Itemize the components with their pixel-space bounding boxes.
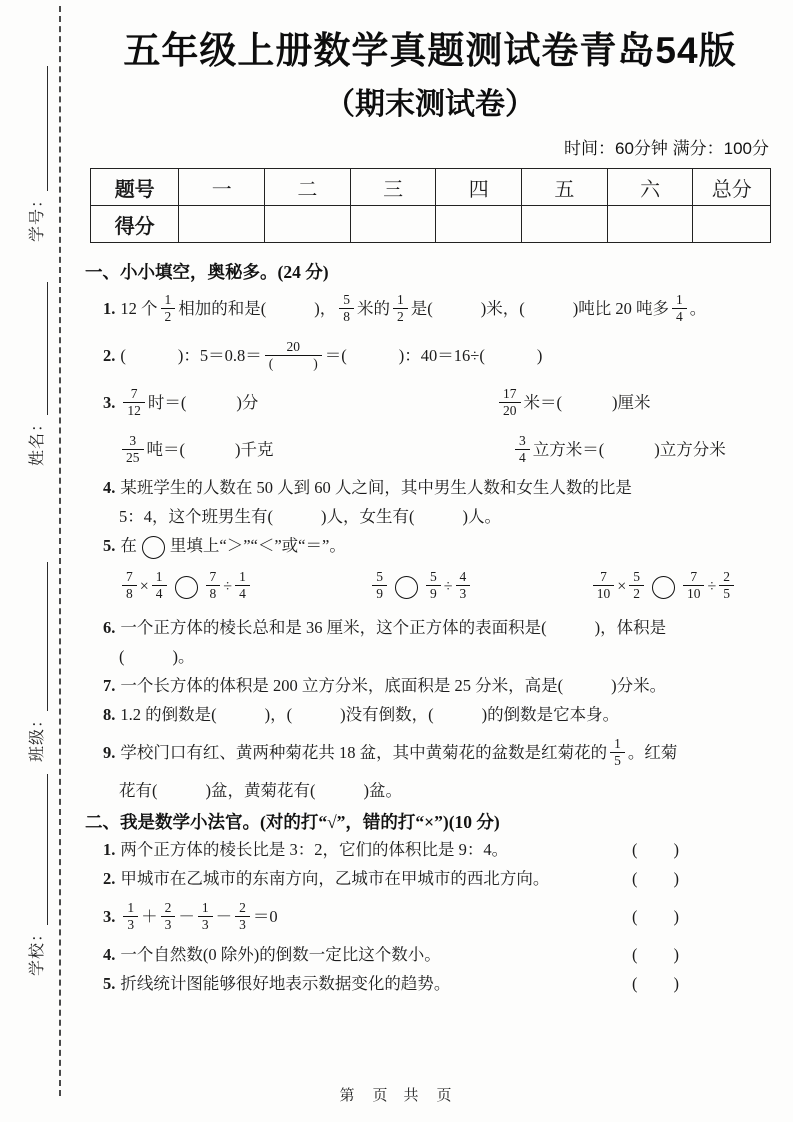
comparison-circle: [142, 536, 165, 559]
true-false-question: [103, 969, 632, 998]
text-run: 米＝: [523, 393, 557, 412]
fraction-denominator: 9: [376, 586, 383, 602]
question-line: [85, 700, 775, 729]
fraction: [152, 569, 167, 602]
comparison-group: [119, 563, 253, 610]
paper-title: 五年级上册数学真题测试卷青岛54版: [123, 30, 737, 71]
fraction-numerator: 1: [161, 292, 176, 309]
fraction-denominator: 4: [519, 450, 526, 466]
question-right-column: [512, 426, 726, 473]
question-number: 7.: [103, 676, 116, 695]
question-left-column: [103, 379, 496, 426]
student-name-field: [22, 282, 48, 466]
fraction: [499, 386, 521, 419]
score-cell: [179, 206, 265, 243]
text-run: 人。: [468, 507, 501, 526]
fraction-numerator: 1: [152, 569, 167, 586]
text-run: 分: [241, 393, 259, 412]
true-false-question: [103, 940, 632, 969]
text-run: ：40＝16÷: [404, 346, 480, 365]
fraction: [235, 900, 250, 933]
true-false-question: [103, 835, 632, 864]
answer-blank: ( ): [557, 676, 617, 695]
true-false-row: [85, 893, 775, 940]
score-cell: [436, 206, 522, 243]
answer-blank: ( ): [479, 346, 543, 365]
question-line: [85, 285, 775, 332]
true-false-row: [85, 864, 775, 893]
text-run: ：5＝0.8＝: [183, 346, 262, 365]
question-line: [85, 426, 775, 473]
header-cell: 题号: [91, 169, 179, 206]
fraction-numerator: 1: [393, 292, 408, 309]
text-run: 学校门口有红、黄两种菊花共 18 盆，其中黄菊花的盆数是红菊花的: [120, 743, 608, 762]
fraction-denominator: 3: [239, 917, 246, 933]
score-cell: [522, 206, 608, 243]
fraction-denominator: 3: [201, 917, 209, 933]
student-name-label: 姓名：: [29, 414, 46, 466]
score-cell: [265, 206, 351, 243]
header-cell: 三: [350, 169, 436, 206]
answer-blank: ( ): [152, 781, 211, 800]
time-score-info: 时间：60分钟 满分：100分: [564, 139, 769, 158]
text-run: 。红菊: [627, 743, 678, 762]
text-run: 两个正方体的棱长比是 3：2，它们的体积比是 9：4。: [120, 840, 509, 859]
question-line: [85, 531, 775, 560]
true-false-answer-blank: [632, 969, 679, 998]
question-number: 5.: [103, 536, 116, 555]
text-run: 12 个: [120, 299, 158, 318]
fraction: [393, 292, 408, 325]
text-run: 页: [372, 1088, 390, 1104]
fraction: [456, 569, 471, 602]
fraction-numerator: 7: [206, 569, 221, 586]
text-run: 的倒数是它本身。: [487, 705, 620, 724]
fraction-denominator: 2: [397, 309, 404, 325]
fraction-numerator: 7: [123, 386, 145, 403]
text-run: 人，女生有: [326, 507, 409, 526]
fraction-denominator: 3: [459, 586, 467, 602]
comparison-expression-line: [85, 560, 775, 613]
true-false-row: [85, 835, 775, 864]
section2-heading: 二、我是数学小法官。(对的打“√”，错的打“×”)(10 分): [85, 812, 500, 832]
fraction-numerator: 7: [122, 569, 137, 586]
text-run: ÷: [707, 578, 717, 595]
answer-blank: ( ): [179, 440, 241, 459]
fraction-numerator: 7: [683, 569, 705, 586]
text-run: 千克: [240, 440, 274, 459]
fraction-denominator: 2: [164, 309, 172, 325]
answer-blank: ( ): [632, 840, 679, 859]
fraction-numerator: 7: [593, 569, 615, 586]
section1-questions: [85, 285, 775, 805]
question-line: [85, 613, 775, 642]
text-run: 在: [120, 536, 137, 555]
question-right-column: [496, 379, 651, 426]
question-line: [85, 379, 775, 426]
fraction: [206, 569, 221, 602]
fraction-denominator-blank: ( ): [268, 356, 318, 372]
fraction-numerator: 2: [235, 900, 250, 917]
answer-blank: ( ): [632, 907, 679, 926]
fraction: [161, 900, 176, 933]
question-number: 2.: [103, 346, 116, 365]
question-line: [85, 473, 775, 502]
question-number: 2.: [103, 869, 116, 888]
fraction: [426, 569, 441, 602]
question-number: 4.: [103, 945, 116, 964]
student-id-writing-line: [31, 66, 48, 191]
fraction: [198, 900, 213, 933]
text-run: 厘米: [617, 393, 651, 412]
fraction-numerator: 3: [122, 433, 144, 450]
answer-blank: ( ): [632, 869, 679, 888]
answer-blank: ( ): [598, 440, 660, 459]
text-run: 花有: [119, 781, 152, 800]
answer-blank: ( ): [632, 974, 679, 993]
fraction-denominator: 4: [155, 586, 163, 602]
text-run: ，体积是: [600, 618, 667, 637]
question-number: 3.: [103, 393, 116, 412]
score-cell: [350, 206, 436, 243]
text-run: 1.2 的倒数是: [120, 705, 212, 724]
text-run: 一个长方体的体积是 200 立方分米，底面积是 25 分米，高是: [120, 676, 558, 695]
question-number: 8.: [103, 705, 116, 724]
answer-blank: ( ): [211, 705, 271, 724]
fraction-denominator: 8: [126, 586, 133, 602]
true-false-row: [85, 940, 775, 969]
text-run: ，: [270, 705, 287, 724]
fraction-numerator: 2: [161, 900, 176, 917]
fraction-denominator: 8: [209, 586, 217, 602]
text-run: 里填上“＞”“＜”或“＝”。: [169, 536, 346, 555]
answer-blank: ( ): [267, 507, 327, 526]
answer-blank: ( ): [428, 705, 488, 724]
true-false-answer-blank: [632, 893, 679, 940]
fraction-numerator: 5: [426, 569, 441, 586]
page-footer: [0, 1084, 793, 1105]
question-line: [85, 729, 775, 776]
text-run: －: [178, 907, 195, 926]
question-line: [85, 776, 775, 805]
fraction-denominator: 8: [343, 309, 350, 325]
answer-blank: ( ): [632, 945, 679, 964]
fraction-numerator: 1: [235, 569, 250, 586]
question-number: 6.: [103, 618, 116, 637]
true-false-answer-blank: [632, 940, 679, 969]
text-run: ×: [617, 578, 627, 595]
text-run: 共: [403, 1088, 421, 1104]
fraction-numerator: 17: [499, 386, 521, 403]
text-run: 吨比 20 吨多: [578, 299, 669, 318]
question-line: [85, 642, 775, 671]
answer-blank: ( ): [556, 393, 618, 412]
fraction: [593, 569, 615, 602]
text-run: 一个正方体的棱长总和是 36 厘米，这个正方体的表面积是: [120, 618, 542, 637]
answer-blank: ( ): [310, 781, 369, 800]
score-row-label: 得分: [91, 206, 179, 243]
paper-content: [85, 0, 775, 998]
fraction: [372, 569, 387, 602]
answer-blank: ( ): [541, 618, 601, 637]
answer-blank: ( ): [427, 299, 487, 318]
fraction-numerator: 1: [672, 292, 687, 309]
text-run: 盆。: [369, 781, 402, 800]
answer-blank: ( ): [341, 346, 405, 365]
question-number: 5.: [103, 974, 116, 993]
fraction: [123, 900, 138, 933]
paper-subtitle: （期末测试卷）: [325, 88, 535, 121]
fraction-numerator: 1: [198, 900, 213, 917]
true-false-row: [85, 969, 775, 998]
fraction-denominator: 20: [503, 403, 517, 419]
text-run: ＝: [324, 346, 342, 365]
fraction: [719, 569, 734, 602]
text-run: ÷: [223, 578, 233, 595]
answer-blank: ( ): [286, 705, 346, 724]
question-line: [85, 502, 775, 531]
true-false-question: [103, 864, 632, 893]
fraction: [123, 386, 145, 419]
text-run: ＋: [141, 907, 158, 926]
fraction-denominator: 12: [127, 403, 141, 419]
text-run: 页: [436, 1088, 454, 1104]
section1-heading: 一、小小填空，奥秘多。(24 分): [85, 262, 329, 282]
text-run: 第: [339, 1088, 357, 1104]
text-run: 分米。: [616, 676, 667, 695]
fraction-denominator: 4: [239, 586, 246, 602]
text-run: 一个自然数(0 除外)的倒数一定比这个数小。: [120, 945, 441, 964]
answer-blank: ( ): [260, 299, 320, 318]
fraction-numerator: 2: [719, 569, 734, 586]
text-run: 米，: [486, 299, 520, 318]
student-id-label: 学号：: [29, 190, 46, 242]
fraction-denominator: 4: [676, 309, 683, 325]
fraction-denominator: 10: [686, 586, 701, 602]
header-cell: 一: [179, 169, 265, 206]
student-name-writing-line: [31, 282, 48, 415]
comparison-circle: [395, 576, 418, 599]
fraction-numerator: 5: [372, 569, 387, 586]
comparison-circle: [175, 576, 198, 599]
header-cell: 四: [436, 169, 522, 206]
score-cell: [607, 206, 693, 243]
fraction-denominator: 3: [127, 917, 135, 933]
question-number: 1.: [103, 840, 116, 859]
fraction: [122, 569, 137, 602]
fraction: [610, 736, 625, 769]
score-row: [91, 206, 771, 243]
fraction-denominator: 3: [164, 917, 172, 933]
true-false-question: [103, 893, 632, 940]
answer-blank: ( ): [119, 647, 178, 666]
header-cell: 五: [522, 169, 608, 206]
fraction: [235, 569, 250, 602]
comparison-circle: [652, 576, 675, 599]
question-number: 4.: [103, 478, 116, 497]
text-run: 没有倒数，: [345, 705, 429, 724]
text-run: 立方米＝: [532, 440, 599, 459]
score-table: [90, 168, 771, 243]
class-field: [22, 562, 48, 762]
fraction-numerator: 20: [265, 339, 322, 356]
text-run: ，: [319, 299, 337, 318]
answer-blank: ( ): [120, 346, 184, 365]
school-field: [22, 774, 48, 976]
fraction-denominator: 25: [126, 450, 140, 466]
text-run: 盆，黄菊花有: [211, 781, 310, 800]
fraction: [122, 433, 144, 466]
student-id-field: [22, 66, 48, 242]
text-run: 5：4，这个班男生有: [119, 507, 268, 526]
header-cell: 二: [265, 169, 351, 206]
fraction-numerator: 4: [456, 569, 471, 586]
text-run: 吨＝: [146, 440, 180, 459]
question-line: [85, 671, 775, 700]
true-false-answer-blank: [632, 835, 679, 864]
school-label: 学校：: [29, 924, 46, 976]
question-line: [85, 332, 775, 379]
text-run: 某班学生的人数在 50 人到 60 人之间，其中男生人数和女生人数的比是: [120, 478, 632, 497]
comparison-group: [590, 563, 737, 610]
true-false-answer-blank: [632, 864, 679, 893]
question-number: 3.: [103, 907, 116, 926]
text-run: 立方分米: [659, 440, 726, 459]
fraction-with-blank: [265, 339, 322, 372]
question-left-column: [119, 426, 512, 473]
text-run: －: [215, 907, 233, 926]
fraction: [683, 569, 705, 602]
text-run: 。: [178, 647, 195, 666]
fraction: [339, 292, 354, 325]
page-number-line: [339, 1088, 453, 1104]
header-cell: 总分: [693, 169, 771, 206]
fraction: [672, 292, 687, 325]
fraction-numerator: 1: [123, 900, 138, 917]
fraction-denominator: 5: [614, 753, 621, 769]
fraction-numerator: 5: [629, 569, 644, 586]
text-run: 。: [689, 299, 707, 318]
score-cell: [693, 206, 771, 243]
text-run: 甲城市在乙城市的东南方向，乙城市在甲城市的西北方向。: [120, 869, 550, 888]
comparison-group: [369, 563, 473, 610]
text-run: 折线统计图能够很好地表示数据变化的趋势。: [120, 974, 451, 993]
fraction-denominator: 5: [723, 586, 730, 602]
fraction-denominator: 9: [429, 586, 437, 602]
dashed-cut-line: [59, 6, 61, 1096]
class-label: 班级：: [29, 710, 46, 762]
text-run: 相加的和是: [178, 299, 261, 318]
answer-blank: ( ): [409, 507, 468, 526]
question-number: 9.: [103, 743, 116, 762]
text-run: ＝0: [252, 907, 278, 926]
question-number: 1.: [103, 299, 116, 318]
section2-questions: [85, 835, 775, 998]
header-cell: 六: [607, 169, 693, 206]
text-run: 是: [410, 299, 428, 318]
fraction-numerator: 1: [610, 736, 625, 753]
text-run: ÷: [443, 578, 453, 595]
text-run: 米的: [357, 299, 390, 318]
fraction: [515, 433, 530, 466]
fraction-denominator: 2: [633, 586, 640, 602]
fraction: [629, 569, 644, 602]
fraction: [161, 292, 176, 325]
class-writing-line: [31, 562, 48, 711]
text-run: 时＝: [147, 393, 181, 412]
answer-blank: ( ): [180, 393, 242, 412]
fraction-numerator: 5: [339, 292, 354, 309]
fraction-denominator: 10: [596, 586, 611, 602]
answer-blank: ( ): [519, 299, 579, 318]
school-writing-line: [31, 774, 48, 925]
fraction-numerator: 3: [515, 433, 530, 450]
text-run: ×: [139, 578, 149, 595]
question-number-row: [91, 169, 771, 206]
